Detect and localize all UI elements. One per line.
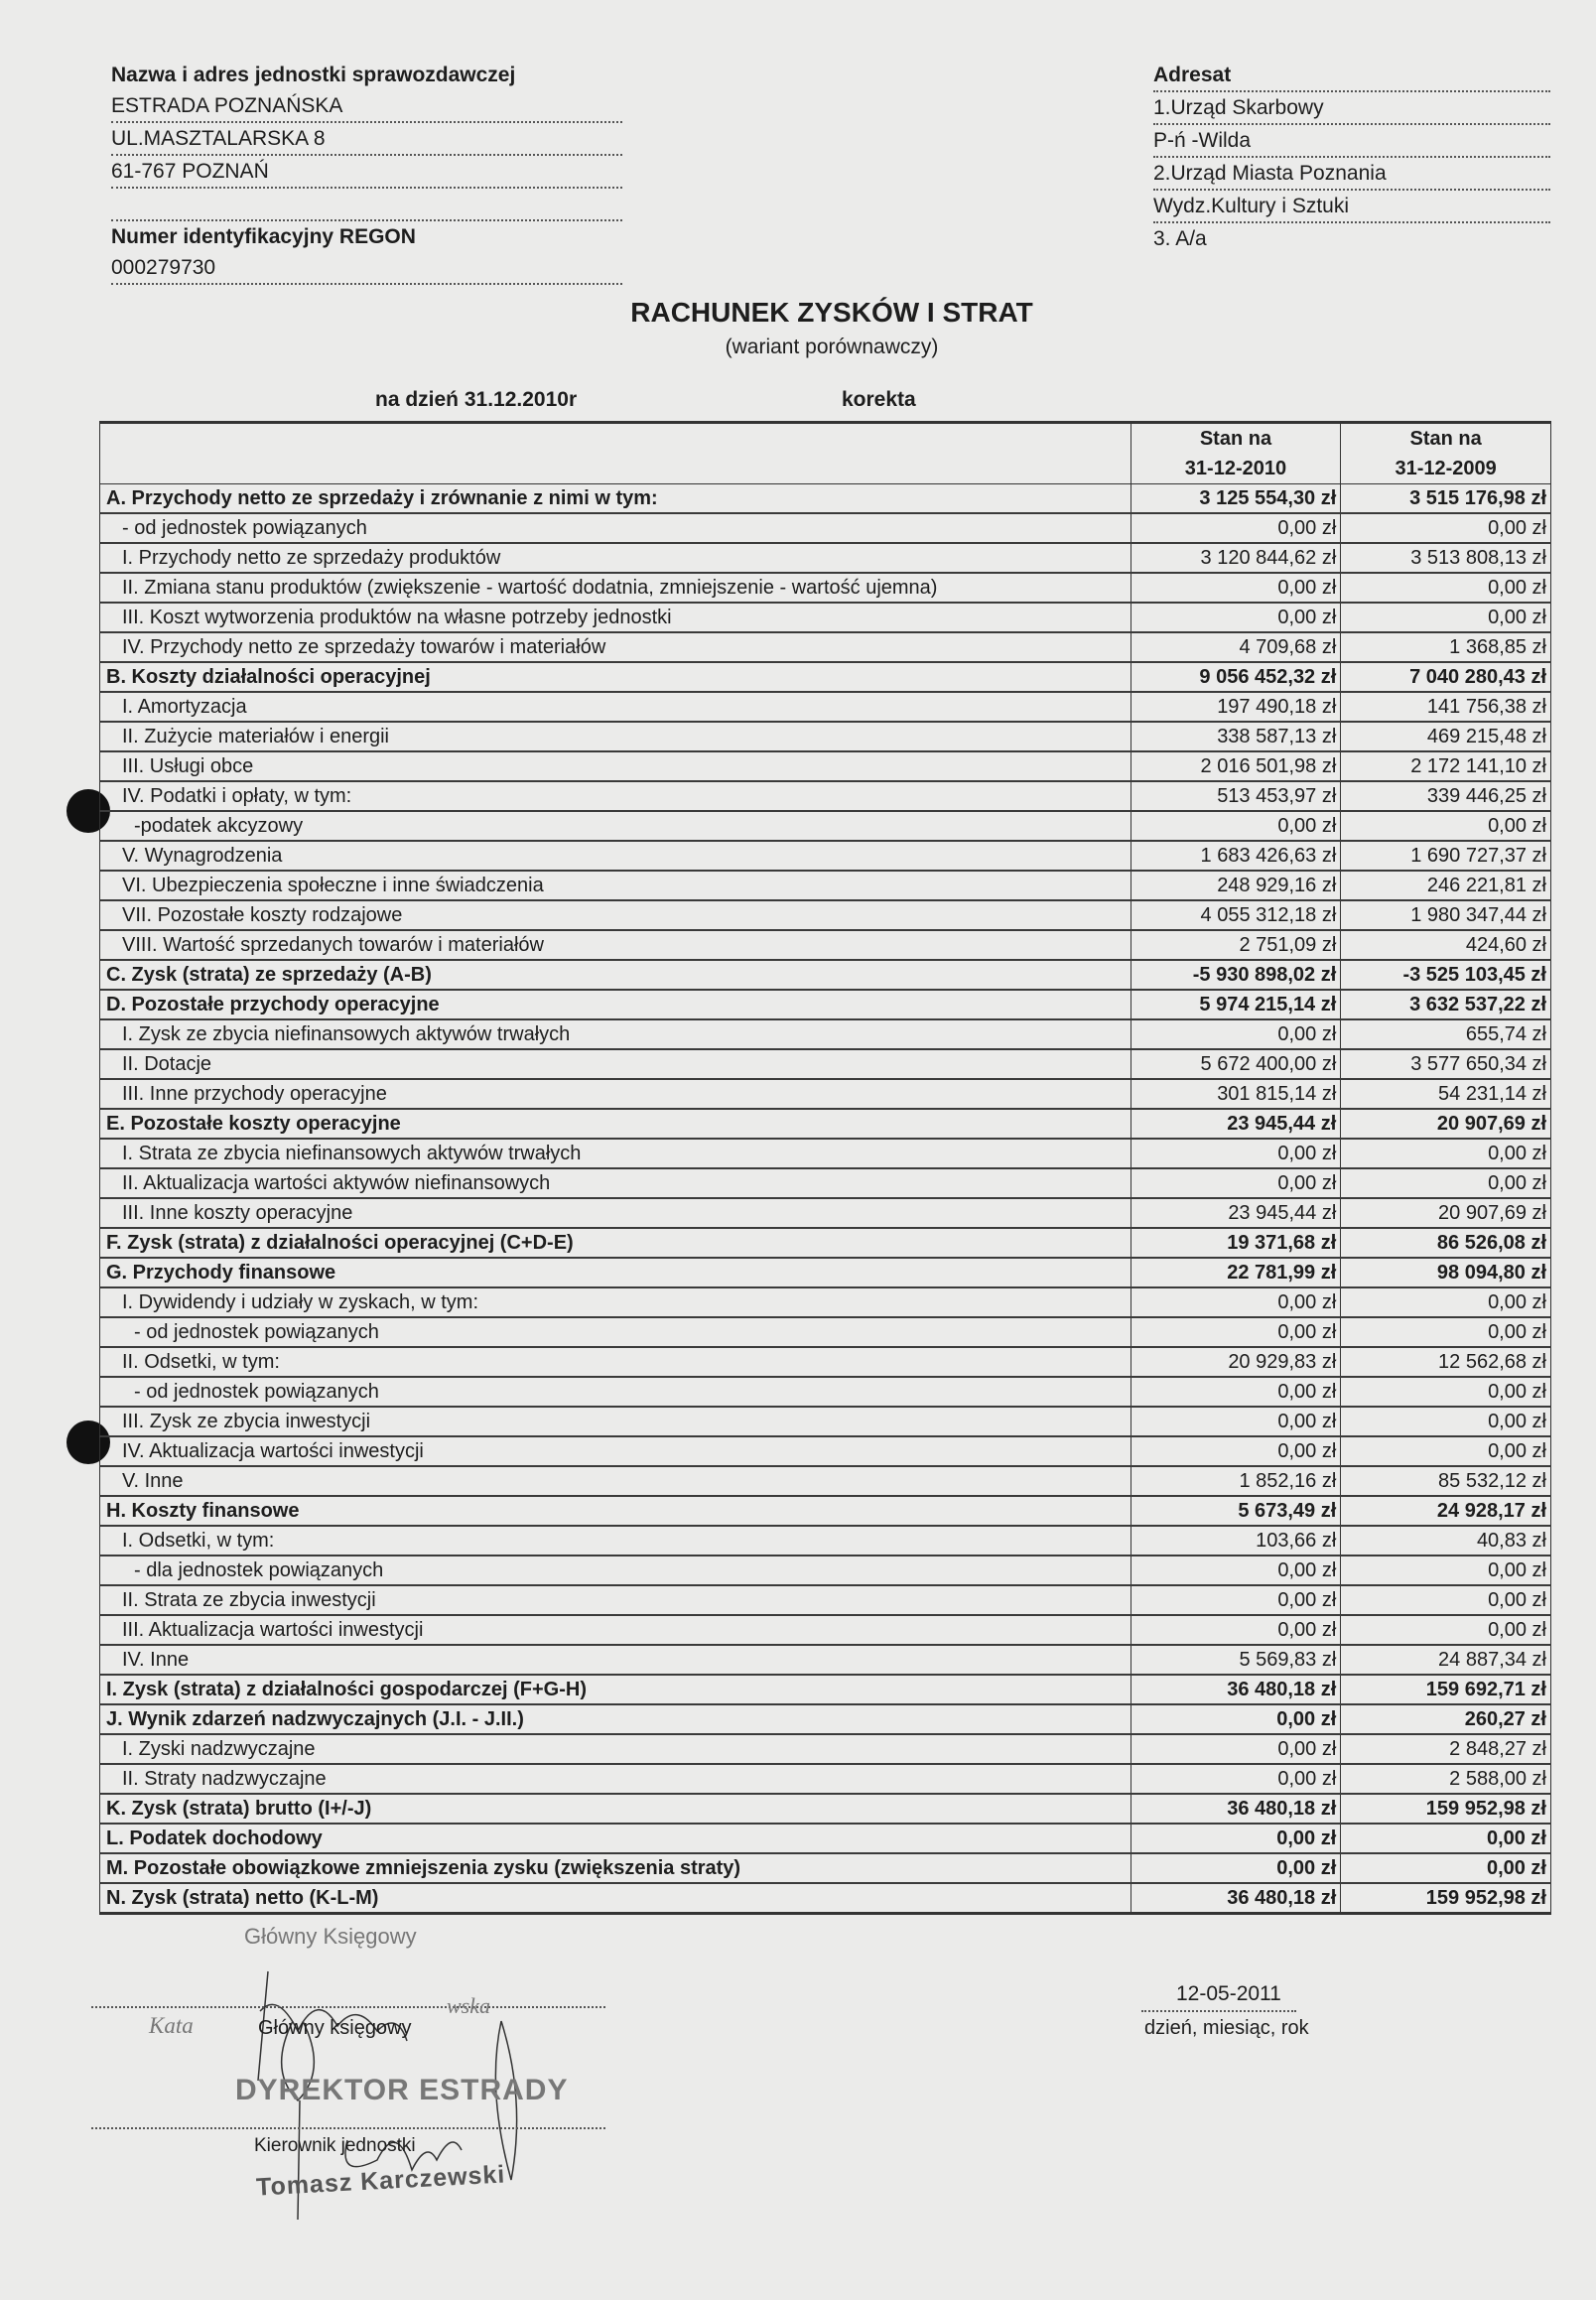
row-label: III. Inne koszty operacyjne	[100, 1198, 1131, 1228]
table-row	[100, 1407, 1551, 1436]
value-2009: 159 692,71 zł	[1341, 1675, 1551, 1704]
row-label: F. Zysk (strata) z działalności operacyjnej (C+D-E)	[100, 1228, 1131, 1258]
value-2010: 0,00 zł	[1130, 1407, 1341, 1436]
value-2010: 338 587,13 zł	[1130, 722, 1341, 751]
value-2010: 2 751,09 zł	[1130, 930, 1341, 960]
table-row	[100, 662, 1551, 692]
value-2010: 248 929,16 zł	[1130, 871, 1341, 900]
accountant-stamp-name-end: wska	[447, 1993, 490, 2018]
table-row	[100, 1019, 1551, 1049]
value-2009: 86 526,08 zł	[1341, 1228, 1551, 1258]
table-row	[100, 1556, 1551, 1585]
table-row	[100, 1347, 1551, 1377]
row-label: A. Przychody netto ze sprzedaży i zrównanie z nimi w tym:	[100, 484, 1131, 514]
table-row	[100, 722, 1551, 751]
value-2010: 3 120 844,62 zł	[1130, 543, 1341, 573]
row-label: -podatek akcyzowy	[100, 811, 1131, 841]
income-statement-table	[99, 421, 1551, 1915]
addressee-line: P-ń -Wilda	[1153, 125, 1550, 158]
row-label: H. Koszty finansowe	[100, 1496, 1131, 1526]
table-row	[100, 1198, 1551, 1228]
column-2009-header	[1341, 423, 1551, 484]
value-2010: 2 016 501,98 zł	[1130, 751, 1341, 781]
row-label: E. Pozostałe koszty operacyjne	[100, 1109, 1131, 1139]
correction-label: korekta	[842, 388, 916, 411]
row-label: I. Zysk (strata) z działalności gospodarczej (F+G-H)	[100, 1675, 1131, 1704]
value-2010: 197 490,18 zł	[1130, 692, 1341, 722]
value-2009: 0,00 zł	[1341, 1853, 1551, 1883]
value-2010: 5 672 400,00 zł	[1130, 1049, 1341, 1079]
value-2009: 159 952,98 zł	[1341, 1883, 1551, 1914]
value-2010: -5 930 898,02 zł	[1130, 960, 1341, 990]
value-2010: 0,00 zł	[1130, 513, 1341, 543]
addressee-line: Wydz.Kultury i Sztuki	[1153, 191, 1550, 223]
row-label: I. Odsetki, w tym:	[100, 1526, 1131, 1556]
value-2009: 0,00 zł	[1341, 1139, 1551, 1168]
table-row	[100, 900, 1551, 930]
value-2009: 469 215,48 zł	[1341, 722, 1551, 751]
table-row	[100, 484, 1551, 514]
value-2010: 0,00 zł	[1130, 1585, 1341, 1615]
table-row	[100, 1704, 1551, 1734]
value-2009: 12 562,68 zł	[1341, 1347, 1551, 1377]
regon-value: 000279730	[111, 252, 622, 285]
entity-blank-line	[111, 189, 622, 221]
value-2010: 0,00 zł	[1130, 1139, 1341, 1168]
value-2009: 0,00 zł	[1341, 1317, 1551, 1347]
table-row	[100, 1615, 1551, 1645]
value-2010: 9 056 452,32 zł	[1130, 662, 1341, 692]
date-line	[1141, 2010, 1296, 2012]
document-subtitle: (wariant porównawczy)	[725, 336, 939, 358]
entity-city: 61-767 POZNAŃ	[111, 156, 622, 189]
value-2010: 5 673,49 zł	[1130, 1496, 1341, 1526]
value-2009: 0,00 zł	[1341, 1585, 1551, 1615]
value-2010: 22 781,99 zł	[1130, 1258, 1341, 1287]
value-2009: 0,00 zł	[1341, 1407, 1551, 1436]
value-2009: 0,00 zł	[1341, 1377, 1551, 1407]
value-2010: 36 480,18 zł	[1130, 1675, 1341, 1704]
row-label: K. Zysk (strata) brutto (I+/-J)	[100, 1794, 1131, 1824]
table-row	[100, 990, 1551, 1019]
row-label: IV. Przychody netto ze sprzedaży towarów i materiałów	[100, 632, 1131, 662]
value-2010: 103,66 zł	[1130, 1526, 1341, 1556]
value-2009: 0,00 zł	[1341, 1436, 1551, 1466]
addressee-line: 2.Urząd Miasta Poznania	[1153, 158, 1550, 191]
row-label: VI. Ubezpieczenia społeczne i inne świadczenia	[100, 871, 1131, 900]
row-label: I. Zyski nadzwyczajne	[100, 1734, 1131, 1764]
entity-street: UL.MASZTALARSKA 8	[111, 123, 622, 156]
table-row	[100, 930, 1551, 960]
value-2009: 2 848,27 zł	[1341, 1734, 1551, 1764]
value-2010: 1 683 426,63 zł	[1130, 841, 1341, 871]
entity-name: ESTRADA POZNAŃSKA	[111, 90, 622, 123]
column-2010-header	[1130, 423, 1341, 484]
addressee-line: 1.Urząd Skarbowy	[1153, 92, 1550, 125]
row-label: - od jednostek powiązanych	[100, 1317, 1131, 1347]
value-2009: 260,27 zł	[1341, 1704, 1551, 1734]
row-label: I. Strata ze zbycia niefinansowych aktywów trwałych	[100, 1139, 1131, 1168]
value-2010: 36 480,18 zł	[1130, 1883, 1341, 1914]
value-2010: 36 480,18 zł	[1130, 1794, 1341, 1824]
table-row	[100, 1764, 1551, 1794]
table-row	[100, 1466, 1551, 1496]
value-2009: 0,00 zł	[1341, 603, 1551, 632]
table-row	[100, 1526, 1551, 1556]
accountant-stamp-name-start: Kata	[149, 2013, 194, 2038]
row-label: - od jednostek powiązanych	[100, 513, 1131, 543]
reporting-entity-block	[111, 60, 622, 285]
value-2010: 0,00 zł	[1130, 1853, 1341, 1883]
value-2010: 0,00 zł	[1130, 1704, 1341, 1734]
addressee-block	[1153, 60, 1550, 254]
label-column-header	[100, 423, 1131, 484]
row-label: I. Zysk ze zbycia niefinansowych aktywów trwałych	[100, 1019, 1131, 1049]
value-2010: 5 974 215,14 zł	[1130, 990, 1341, 1019]
table-row	[100, 603, 1551, 632]
value-2009: 0,00 zł	[1341, 1615, 1551, 1645]
value-2010: 0,00 zł	[1130, 1615, 1341, 1645]
statement-body	[99, 421, 1551, 2232]
value-2009: 3 577 650,34 zł	[1341, 1049, 1551, 1079]
row-label: III. Koszt wytworzenia produktów na własne potrzeby jednostki	[100, 603, 1131, 632]
accountant-label: Główny księgowy	[258, 2017, 412, 2039]
signature-footer	[0, 1915, 1596, 2232]
row-label: I. Dywidendy i udziały w zyskach, w tym:	[100, 1287, 1131, 1317]
row-label: M. Pozostałe obowiązkowe zmniejszenia zysku (zwiększenia straty)	[100, 1853, 1131, 1883]
value-2010: 301 815,14 zł	[1130, 1079, 1341, 1109]
table-row	[100, 692, 1551, 722]
column-2010-header-line1: Stan na	[1199, 428, 1272, 450]
row-label: V. Wynagrodzenia	[100, 841, 1131, 871]
table-row	[100, 573, 1551, 603]
table-row	[100, 1883, 1551, 1914]
table-row	[100, 1436, 1551, 1466]
manager-signature-line	[91, 2127, 605, 2129]
value-2010: 0,00 zł	[1130, 1168, 1341, 1198]
value-2009: 0,00 zł	[1341, 1168, 1551, 1198]
value-2009: -3 525 103,45 zł	[1341, 960, 1551, 990]
value-2009: 0,00 zł	[1341, 1556, 1551, 1585]
value-2010: 3 125 554,30 zł	[1130, 484, 1341, 514]
value-2009: 141 756,38 zł	[1341, 692, 1551, 722]
value-2010: 0,00 zł	[1130, 1436, 1341, 1466]
row-label: V. Inne	[100, 1466, 1131, 1496]
value-2010: 0,00 zł	[1130, 1764, 1341, 1794]
row-label: II. Odsetki, w tym:	[100, 1347, 1131, 1377]
row-label: II. Aktualizacja wartości aktywów niefinansowych	[100, 1168, 1131, 1198]
addressee-line: 3. A/a	[1153, 227, 1207, 250]
row-label: II. Zużycie materiałów i energii	[100, 722, 1131, 751]
table-row	[100, 811, 1551, 841]
table-header-row	[100, 423, 1551, 484]
table-row	[100, 1049, 1551, 1079]
value-2009: 246 221,81 zł	[1341, 871, 1551, 900]
value-2009: 3 513 808,13 zł	[1341, 543, 1551, 573]
table-row	[100, 513, 1551, 543]
table-row	[100, 960, 1551, 990]
value-2010: 0,00 zł	[1130, 811, 1341, 841]
signing-date: 12-05-2011	[1176, 1982, 1281, 2005]
row-label: IV. Podatki i opłaty, w tym:	[100, 781, 1131, 811]
value-2010: 4 055 312,18 zł	[1130, 900, 1341, 930]
table-row	[100, 841, 1551, 871]
table-row	[100, 871, 1551, 900]
table-row	[100, 1377, 1551, 1407]
manager-label: Kierownik jednostki	[254, 2135, 416, 2156]
value-2010: 23 945,44 zł	[1130, 1198, 1341, 1228]
row-label: N. Zysk (strata) netto (K-L-M)	[100, 1883, 1131, 1914]
value-2009: 339 446,25 zł	[1341, 781, 1551, 811]
value-2010: 0,00 zł	[1130, 573, 1341, 603]
addressee-label: Adresat	[1153, 60, 1550, 92]
value-2009: 2 172 141,10 zł	[1341, 751, 1551, 781]
row-label: VIII. Wartość sprzedanych towarów i materiałów	[100, 930, 1131, 960]
column-2010-header-line2: 31-12-2010	[1184, 458, 1287, 479]
row-label: I. Przychody netto ze sprzedaży produktów	[100, 543, 1131, 573]
column-2009-header-line1: Stan na	[1409, 428, 1482, 450]
value-2009: 0,00 zł	[1341, 573, 1551, 603]
value-2009: 2 588,00 zł	[1341, 1764, 1551, 1794]
value-2010: 5 569,83 zł	[1130, 1645, 1341, 1675]
value-2009: 24 887,34 zł	[1341, 1645, 1551, 1675]
table-row	[100, 1734, 1551, 1764]
row-label: C. Zysk (strata) ze sprzedaży (A-B)	[100, 960, 1131, 990]
column-2009-header-line2: 31-12-2009	[1395, 458, 1497, 479]
value-2009: 24 928,17 zł	[1341, 1496, 1551, 1526]
director-stamp: DYREKTOR ESTRADY	[235, 2074, 569, 2106]
value-2009: 424,60 zł	[1341, 930, 1551, 960]
value-2009: 1 690 727,37 zł	[1341, 841, 1551, 871]
row-label: J. Wynik zdarzeń nadzwyczajnych (J.I. - J.II.)	[100, 1704, 1131, 1734]
value-2009: 1 980 347,44 zł	[1341, 900, 1551, 930]
table-row	[100, 1317, 1551, 1347]
value-2010: 1 852,16 zł	[1130, 1466, 1341, 1496]
value-2010: 0,00 zł	[1130, 1287, 1341, 1317]
value-2010: 0,00 zł	[1130, 1019, 1341, 1049]
table-row	[100, 1824, 1551, 1853]
value-2010: 0,00 zł	[1130, 1556, 1341, 1585]
row-label: III. Zysk ze zbycia inwestycji	[100, 1407, 1131, 1436]
table-row	[100, 632, 1551, 662]
value-2009: 159 952,98 zł	[1341, 1794, 1551, 1824]
value-2009: 3 515 176,98 zł	[1341, 484, 1551, 514]
row-label: D. Pozostałe przychody operacyjne	[100, 990, 1131, 1019]
row-label: I. Amortyzacja	[100, 692, 1131, 722]
value-2009: 54 231,14 zł	[1341, 1079, 1551, 1109]
value-2010: 0,00 zł	[1130, 1824, 1341, 1853]
accountant-signature-line	[91, 2006, 605, 2008]
row-label: B. Koszty działalności operacyjnej	[100, 662, 1131, 692]
as-of-date: na dzień 31.12.2010r	[375, 388, 578, 411]
value-2009: 40,83 zł	[1341, 1526, 1551, 1556]
value-2009: 0,00 zł	[1341, 1824, 1551, 1853]
value-2010: 20 929,83 zł	[1130, 1347, 1341, 1377]
table-row	[100, 1853, 1551, 1883]
table-row	[100, 543, 1551, 573]
row-label: III. Aktualizacja wartości inwestycji	[100, 1615, 1131, 1645]
row-label: II. Strata ze zbycia inwestycji	[100, 1585, 1131, 1615]
table-row	[100, 1168, 1551, 1198]
value-2010: 23 945,44 zł	[1130, 1109, 1341, 1139]
row-label: VII. Pozostałe koszty rodzajowe	[100, 900, 1131, 930]
value-2010: 4 709,68 zł	[1130, 632, 1341, 662]
row-label: II. Zmiana stanu produktów (zwiększenie - wartość dodatnia, zmniejszenie - wartość ujemna)	[100, 573, 1131, 603]
table-row	[100, 1645, 1551, 1675]
entity-label: Nazwa i adres jednostki sprawozdawczej	[111, 64, 516, 86]
manager-stamp-name: Tomasz Karczewski	[255, 2160, 506, 2202]
accountant-stamp-title: Główny Księgowy	[244, 1924, 417, 1949]
value-2009: 0,00 zł	[1341, 1287, 1551, 1317]
value-2009: 20 907,69 zł	[1341, 1198, 1551, 1228]
row-label: L. Podatek dochodowy	[100, 1824, 1131, 1853]
value-2010: 0,00 zł	[1130, 1317, 1341, 1347]
value-2009: 85 532,12 zł	[1341, 1466, 1551, 1496]
row-label: III. Usługi obce	[100, 751, 1131, 781]
table-row	[100, 1258, 1551, 1287]
value-2010: 0,00 zł	[1130, 603, 1341, 632]
row-label: G. Przychody finansowe	[100, 1258, 1131, 1287]
value-2009: 655,74 zł	[1341, 1019, 1551, 1049]
table-row	[100, 751, 1551, 781]
document-title: RACHUNEK ZYSKÓW I STRAT	[630, 297, 1033, 328]
value-2009: 0,00 zł	[1341, 513, 1551, 543]
row-label: - dla jednostek powiązanych	[100, 1556, 1131, 1585]
row-label: - od jednostek powiązanych	[100, 1377, 1131, 1407]
value-2009: 98 094,80 zł	[1341, 1258, 1551, 1287]
table-row	[100, 1287, 1551, 1317]
value-2009: 7 040 280,43 zł	[1341, 662, 1551, 692]
table-row	[100, 1496, 1551, 1526]
value-2010: 0,00 zł	[1130, 1377, 1341, 1407]
date-label: dzień, miesiąc, rok	[1144, 2017, 1309, 2039]
table-row	[100, 1139, 1551, 1168]
regon-label: Numer identyfikacyjny REGON	[111, 225, 416, 248]
value-2009: 0,00 zł	[1341, 811, 1551, 841]
value-2009: 1 368,85 zł	[1341, 632, 1551, 662]
value-2009: 20 907,69 zł	[1341, 1109, 1551, 1139]
value-2010: 513 453,97 zł	[1130, 781, 1341, 811]
table-row	[100, 1109, 1551, 1139]
table-row	[100, 1079, 1551, 1109]
row-label: II. Straty nadzwyczajne	[100, 1764, 1131, 1794]
table-row	[100, 1585, 1551, 1615]
table-row	[100, 781, 1551, 811]
value-2010: 19 371,68 zł	[1130, 1228, 1341, 1258]
value-2009: 3 632 537,22 zł	[1341, 990, 1551, 1019]
row-label: IV. Inne	[100, 1645, 1131, 1675]
row-label: IV. Aktualizacja wartości inwestycji	[100, 1436, 1131, 1466]
value-2010: 0,00 zł	[1130, 1734, 1341, 1764]
table-row	[100, 1675, 1551, 1704]
table-row	[100, 1794, 1551, 1824]
table-row	[100, 1228, 1551, 1258]
row-label: III. Inne przychody operacyjne	[100, 1079, 1131, 1109]
row-label: II. Dotacje	[100, 1049, 1131, 1079]
